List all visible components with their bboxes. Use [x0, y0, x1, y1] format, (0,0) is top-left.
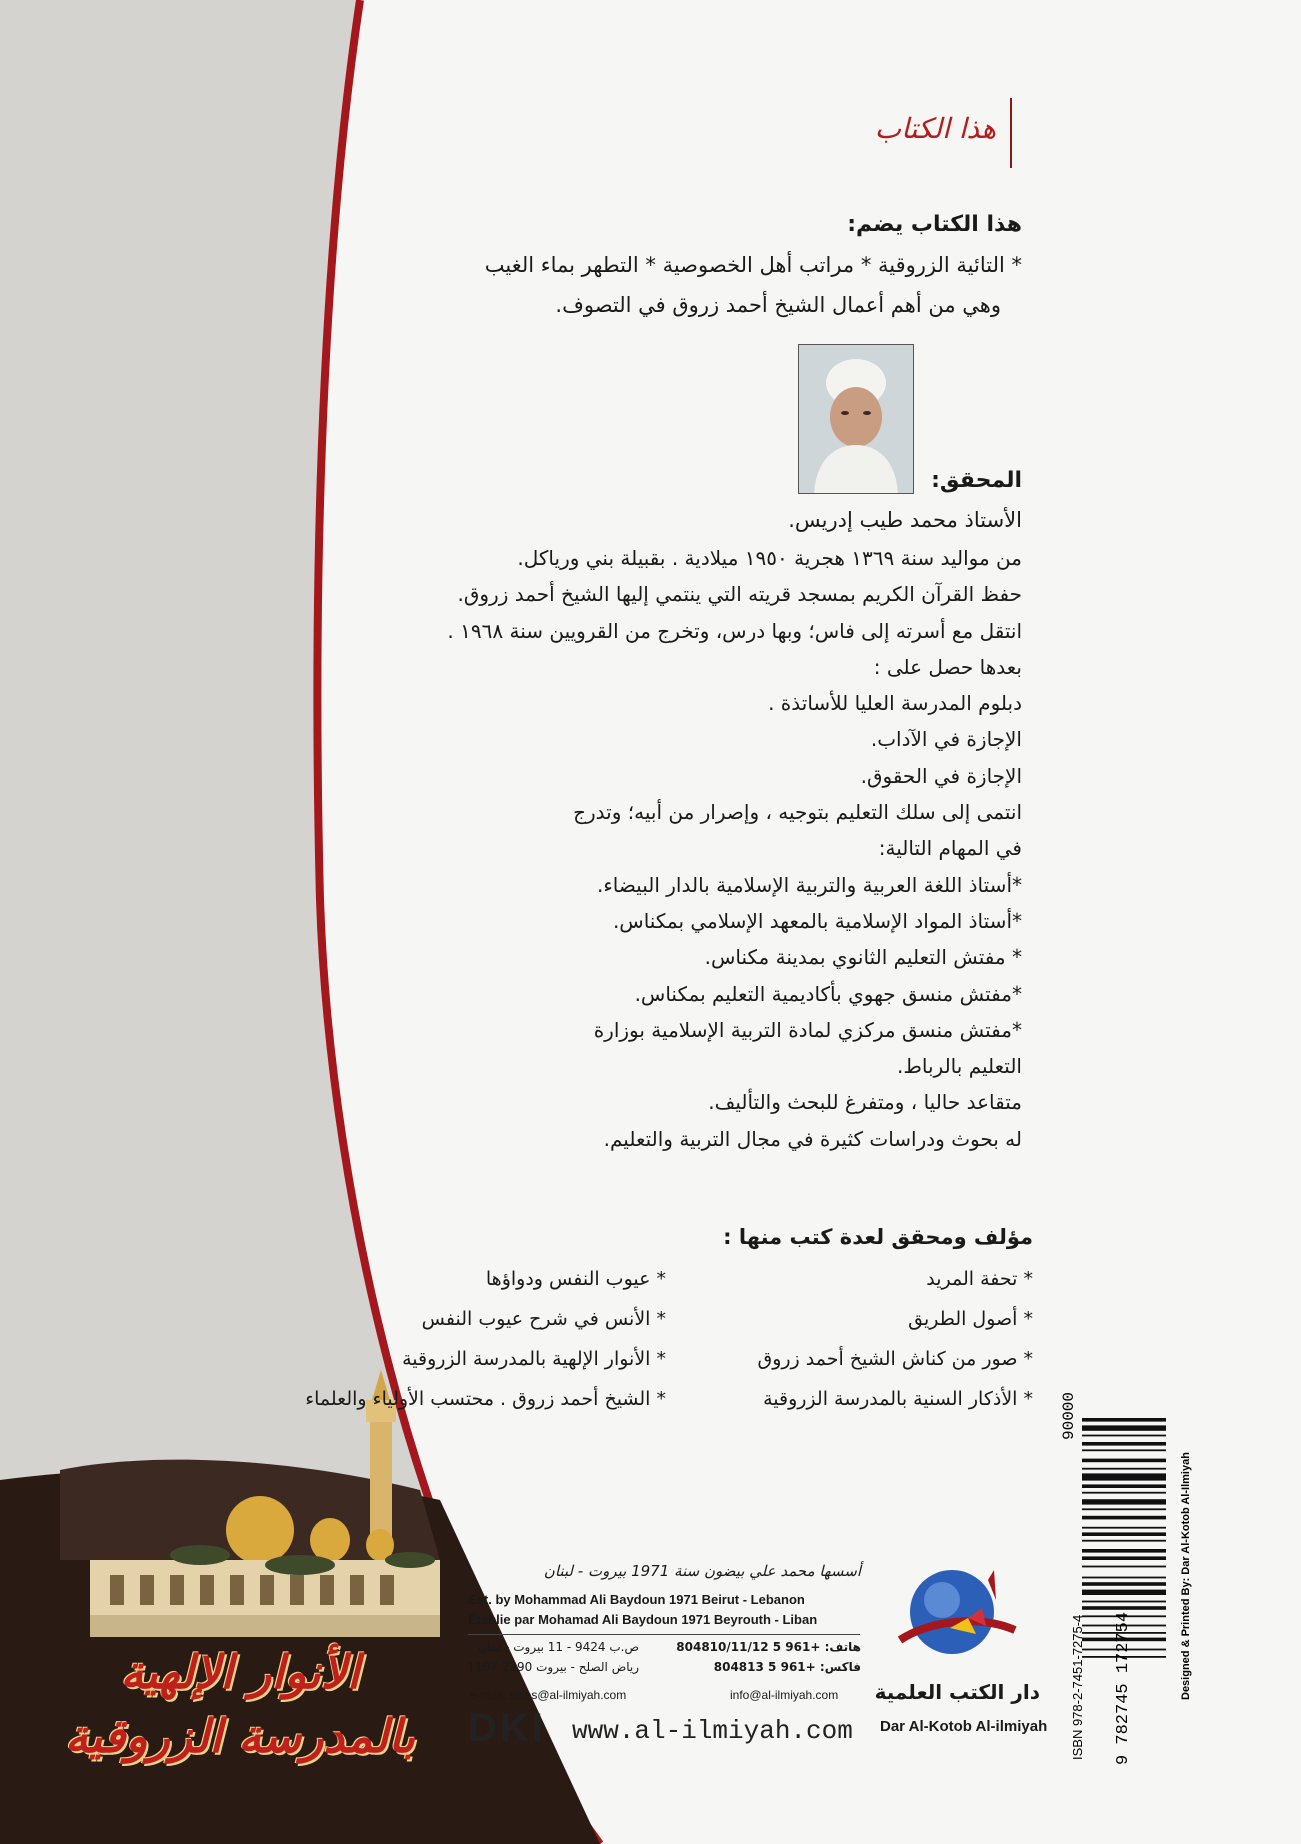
barcode-bar	[1082, 1449, 1166, 1451]
publisher-name-ar: دار الكتب العلمية	[874, 1680, 1040, 1704]
cover-title-line-1: الأنوار الإلهية	[120, 1645, 360, 1699]
bio-line: *مفتش منسق مركزي لمادة التربية الإسلامية بوزارة	[593, 1017, 1022, 1042]
bio-line: من مواليد سنة ١٣٦٩ هجرية ١٩٥٠ ميلادية . بقبيلة بني ورياكل.	[517, 546, 1022, 570]
bio-line: حفظ القرآن الكريم بمسجد قريته التي ينتمي إليها الشيخ أحمد زروق.	[457, 582, 1022, 607]
bio-line: انتمى إلى سلك التعليم بتوجيه ، وإصرار من أبيه؛ وتدرج	[573, 800, 1022, 825]
barcode-bar	[1082, 1527, 1166, 1529]
publisher-founded: أسسها محمد علي بيضون سنة 1971 بيروت - لبنان	[543, 1562, 861, 1580]
publisher-name-en: Dar Al-Kotob Al-ilmiyah	[880, 1718, 1048, 1735]
barcode-bar	[1082, 1435, 1166, 1437]
bio-line: * مفتش التعليم الثانوي بمدينة مكناس.	[704, 945, 1022, 970]
designed-by-label: Designed & Printed By: Dar Al-Kotob Al-Ilmiyah	[1180, 1452, 1192, 1700]
book-item: * الأذكار السنية بالمدرسة الزروقية	[763, 1388, 1033, 1410]
barcode-bar	[1082, 1499, 1166, 1504]
bio-line: له بحوث ودراسات كثيرة في مجال التربية والتعليم.	[603, 1126, 1022, 1151]
editor-name: الأستاذ محمد طيب إدريس.	[788, 508, 1022, 532]
bio-line: *مفتش منسق جهوي بأكاديمية التعليم بمكناس.	[634, 981, 1022, 1006]
barcode-bar	[1082, 1590, 1166, 1595]
bio-line: في المهام التالية:	[878, 836, 1022, 861]
books-heading: مؤلف ومحقق لعدة كتب منها :	[723, 1225, 1033, 1249]
book-contains-heading: هذا الكتاب يضم:	[847, 212, 1022, 237]
barcode-bar	[1082, 1442, 1166, 1446]
barcode-bar	[1082, 1484, 1166, 1488]
publisher-po-box: ص.ب 9424 - 11 بيروت - لبنان	[477, 1640, 639, 1654]
bio-line: متقاعد حاليا ، ومتفرغ للبحث والتأليف.	[708, 1090, 1022, 1115]
barcode-bar	[1082, 1566, 1166, 1568]
portrait-image	[799, 345, 913, 493]
barcode-top-digits: 90000	[1060, 1391, 1078, 1440]
barcode-bar	[1082, 1492, 1166, 1494]
barcode-bar	[1082, 1508, 1166, 1510]
barcode-bar	[1082, 1473, 1166, 1480]
dki-logo: DKI	[468, 1706, 546, 1750]
book-contains-line-2: وهي من أهم أعمال الشيخ أحمد زروق في التصوف.	[555, 293, 1001, 317]
barcode-bar	[1082, 1606, 1166, 1610]
publisher-fax: فاكس: +961 5 804813	[713, 1660, 861, 1674]
bio-line: بعدها حصل على :	[873, 654, 1022, 679]
editor-heading: المحقق:	[931, 468, 1022, 493]
barcode-bar	[1082, 1468, 1166, 1470]
barcode-bar	[1082, 1532, 1166, 1536]
book-item: * أصول الطريق	[908, 1308, 1033, 1330]
book-item: * الأنس في شرح عيوب النفس	[421, 1308, 666, 1330]
bio-line: الإجازة في الحقوق.	[860, 763, 1022, 788]
publisher-email-sales[interactable]: e-mail: sales@al-ilmiyah.com	[470, 1688, 627, 1702]
editor-biography	[222, 540, 1022, 1157]
cover-title	[60, 1640, 420, 1768]
header-logo: هذا الكتاب	[874, 112, 996, 145]
isbn-label: ISBN 978-2-7451-7275-4	[1070, 1614, 1085, 1760]
barcode-digits: 9 782745 172754	[1114, 1611, 1133, 1765]
book-contains-line-1: * التائية الزروقية * مراتب أهل الخصوصية * التطهر بماء الغيب	[484, 253, 1022, 277]
book-item: * صور من كناش الشيخ أحمد زروق	[757, 1348, 1033, 1370]
barcode-bar	[1082, 1601, 1166, 1603]
publisher-riad: رياض الصلح - بيروت 2290 1107	[467, 1660, 639, 1674]
publisher-website[interactable]: www.al-ilmiyah.com	[572, 1716, 853, 1746]
barcode-bar	[1082, 1418, 1166, 1422]
barcode-bar	[1082, 1582, 1166, 1586]
barcode-bar	[1082, 1459, 1166, 1463]
editor-photo	[798, 344, 914, 494]
bio-line: الإجازة في الآداب.	[870, 727, 1022, 752]
barcode-bar	[1082, 1540, 1166, 1542]
bio-line: *أستاذ اللغة العربية والتربية الإسلامية بالدار البيضاء.	[596, 872, 1022, 897]
publisher-tel: هاتف: +961 5 804810/11/12	[676, 1640, 861, 1654]
bio-line: انتقل مع أسرته إلى فاس؛ وبها درس، وتخرج من القرويين سنة ١٩٦٨ .	[447, 618, 1022, 643]
bio-line: *أستاذ المواد الإسلامية بالمعهد الإسلامي بمكناس.	[612, 908, 1022, 933]
book-item: * الشيخ أحمد زروق . محتسب الأولياء والعلماء	[305, 1388, 666, 1410]
barcode-bar	[1082, 1425, 1166, 1430]
barcode-bar	[1082, 1516, 1166, 1520]
book-item: * الأنوار الإلهية بالمدرسة الزروقية	[402, 1348, 666, 1370]
cover-title-line-2: بالمدرسة الزروقية	[64, 1709, 416, 1763]
barcode-bar	[1082, 1556, 1166, 1560]
publisher-est-en: Est. by Mohammad Ali Baydoun 1971 Beirut - Lebanon	[468, 1592, 805, 1607]
bio-line: التعليم بالرباط.	[897, 1054, 1022, 1079]
book-item: * تحفة المريد	[926, 1268, 1033, 1290]
publisher-est-fr: Établie par Mohamad Ali Baydoun 1971 Beyrouth - Liban	[468, 1612, 818, 1627]
bio-line: دبلوم المدرسة العليا للأساتذة .	[768, 691, 1022, 716]
header-logo-frame	[855, 98, 1012, 168]
book-item: * عيوب النفس ودواؤها	[485, 1268, 666, 1290]
barcode-bar	[1082, 1577, 1166, 1579]
publisher-email-info[interactable]: info@al-ilmiyah.com	[730, 1688, 839, 1702]
publisher-globe-logo	[890, 1560, 1020, 1670]
publisher-divider	[468, 1634, 860, 1635]
barcode-bar	[1082, 1549, 1166, 1553]
